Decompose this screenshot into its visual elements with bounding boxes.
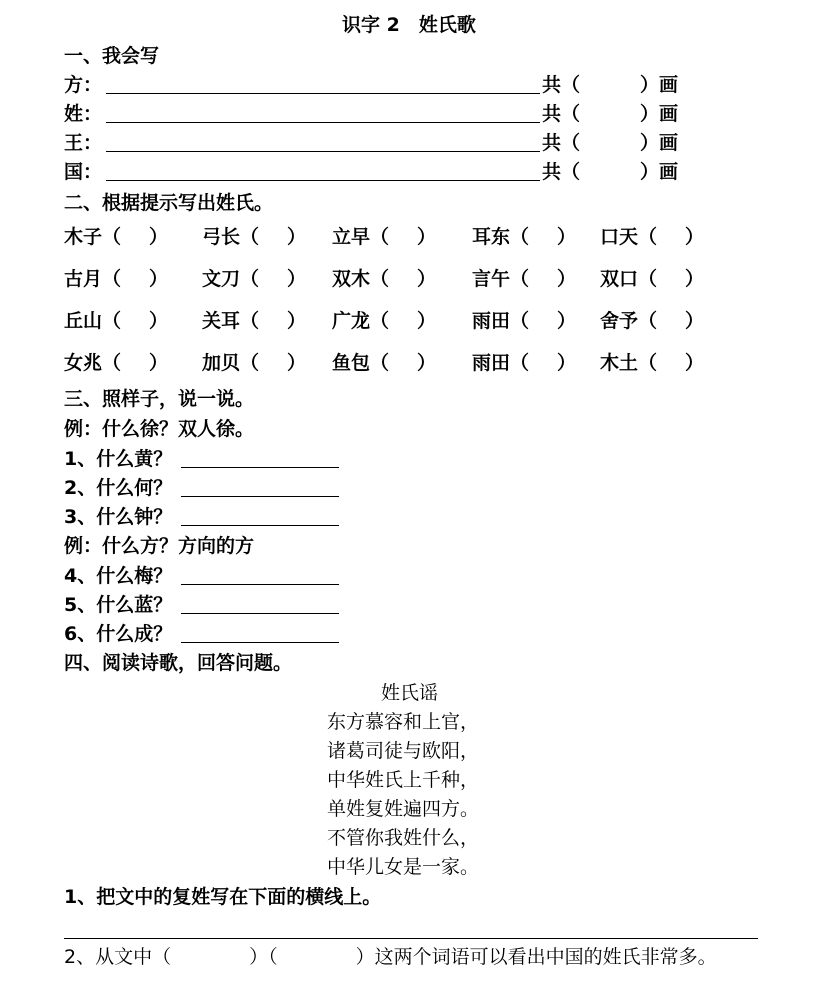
stroke-char-label: 方：	[64, 74, 103, 96]
surname-hint-cell	[332, 268, 436, 290]
open-paren: （	[510, 310, 530, 332]
stroke-count-open: 共（	[542, 74, 581, 96]
surname-hint-word: 文刀	[202, 268, 241, 290]
poem-line: 诸葛司徒与欧阳，	[327, 740, 480, 762]
question-1: 1、把文中的复姓写在下面的横线上。	[64, 886, 382, 908]
close-paren: ）	[417, 268, 437, 290]
open-paren: （	[638, 226, 658, 248]
surname-hint-cell	[472, 352, 576, 374]
surname-hint-word: 鱼包	[332, 352, 371, 374]
answer-line[interactable]	[181, 525, 339, 526]
open-paren: （	[638, 352, 658, 374]
surname-hint-cell	[472, 310, 576, 332]
poem-title: 姓氏谣	[381, 682, 439, 704]
poem-line: 东方慕容和上官，	[327, 711, 480, 733]
stroke-count-open: 共（	[542, 161, 581, 183]
surname-hint-cell	[472, 268, 576, 290]
surname-hint-cell	[332, 310, 436, 332]
open-paren: （	[102, 352, 122, 374]
surname-hint-cell	[64, 310, 168, 332]
question-2-start: 2、从文中（	[64, 946, 172, 968]
stroke-count-open: 共（	[542, 103, 581, 125]
close-paren: ）	[557, 310, 577, 332]
answer-line[interactable]	[181, 496, 339, 497]
question-label: 2、什么何？	[64, 477, 173, 499]
surname-hint-word: 古月	[64, 268, 103, 290]
section1-heading: 一、我会写	[64, 45, 160, 67]
page-title: 识字 2 姓氏歌	[342, 14, 476, 36]
open-paren: （	[240, 226, 260, 248]
question-2-mid: ）（	[249, 946, 278, 968]
question-2	[64, 946, 717, 968]
surname-hint-cell	[600, 268, 704, 290]
open-paren: （	[370, 352, 390, 374]
close-paren: ）	[417, 226, 437, 248]
open-paren: （	[638, 310, 658, 332]
answer-line[interactable]	[106, 180, 540, 181]
stroke-char-label: 姓：	[64, 103, 103, 125]
poem-line: 不管你我姓什么，	[327, 827, 480, 849]
stroke-char-label: 国：	[64, 161, 103, 183]
stroke-char-label: 王：	[64, 132, 103, 154]
open-paren: （	[510, 352, 530, 374]
surname-hint-word: 双木	[332, 268, 371, 290]
surname-hint-cell	[64, 268, 168, 290]
open-paren: （	[510, 268, 530, 290]
surname-hint-cell	[332, 352, 436, 374]
section2-heading: 二、根据提示写出姓氏。	[64, 192, 274, 214]
surname-hint-cell	[202, 268, 306, 290]
surname-hint-cell	[332, 226, 436, 248]
question-label: 4、什么梅？	[64, 565, 173, 587]
surname-hint-word: 女兆	[64, 352, 103, 374]
surname-hint-cell	[64, 226, 168, 248]
open-paren: （	[102, 226, 122, 248]
surname-hint-word: 双口	[600, 268, 639, 290]
surname-hint-word: 雨田	[472, 352, 511, 374]
close-paren: ）	[287, 226, 307, 248]
close-paren: ）	[557, 352, 577, 374]
close-paren: ）	[685, 310, 705, 332]
question-label: 5、什么蓝？	[64, 594, 173, 616]
stroke-count-open: 共（	[542, 132, 581, 154]
close-paren: ）	[149, 352, 169, 374]
answer-line[interactable]	[106, 93, 540, 94]
poem-line: 中华姓氏上千种，	[327, 769, 480, 791]
surname-hint-cell	[600, 226, 704, 248]
open-paren: （	[240, 352, 260, 374]
close-paren: ）	[685, 352, 705, 374]
answer-line[interactable]	[181, 584, 339, 585]
close-paren: ）	[149, 226, 169, 248]
surname-hint-cell	[202, 226, 306, 248]
surname-hint-word: 口天	[600, 226, 639, 248]
example-1: 例：什么徐？双人徐。	[64, 418, 255, 440]
close-paren: ）	[287, 268, 307, 290]
surname-hint-word: 舍予	[600, 310, 639, 332]
question-label: 3、什么钟？	[64, 506, 173, 528]
surname-hint-word: 立早	[332, 226, 371, 248]
answer-line[interactable]	[181, 467, 339, 468]
open-paren: （	[240, 310, 260, 332]
close-paren: ）	[417, 352, 437, 374]
surname-hint-word: 关耳	[202, 310, 241, 332]
section3-heading: 三、照样子，说一说。	[64, 388, 255, 410]
question-label: 6、什么成？	[64, 623, 173, 645]
surname-hint-cell	[64, 352, 168, 374]
open-paren: （	[102, 268, 122, 290]
surname-hint-cell	[202, 310, 306, 332]
stroke-count-close: ）画	[640, 103, 679, 125]
stroke-count-close: ）画	[640, 161, 679, 183]
open-paren: （	[102, 310, 122, 332]
poem-line: 中华儿女是一家。	[327, 856, 480, 878]
open-paren: （	[370, 268, 390, 290]
surname-hint-word: 丘山	[64, 310, 103, 332]
answer-line[interactable]	[64, 938, 758, 939]
open-paren: （	[638, 268, 658, 290]
close-paren: ）	[685, 268, 705, 290]
open-paren: （	[370, 310, 390, 332]
poem-line: 单姓复姓遍四方。	[327, 798, 480, 820]
surname-hint-word: 弓长	[202, 226, 241, 248]
answer-line[interactable]	[106, 122, 540, 123]
question-label: 1、什么黄？	[64, 448, 173, 470]
surname-hint-word: 雨田	[472, 310, 511, 332]
answer-line[interactable]	[181, 642, 339, 643]
open-paren: （	[240, 268, 260, 290]
example-2: 例：什么方？方向的方	[64, 535, 255, 557]
surname-hint-word: 广龙	[332, 310, 371, 332]
surname-hint-word: 木子	[64, 226, 103, 248]
close-paren: ）	[149, 310, 169, 332]
stroke-count-close: ）画	[640, 74, 679, 96]
answer-line[interactable]	[106, 151, 540, 152]
surname-hint-cell	[600, 310, 704, 332]
stroke-count-close: ）画	[640, 132, 679, 154]
close-paren: ）	[149, 268, 169, 290]
surname-hint-word: 加贝	[202, 352, 241, 374]
close-paren: ）	[557, 268, 577, 290]
close-paren: ）	[287, 352, 307, 374]
close-paren: ）	[685, 226, 705, 248]
surname-hint-cell	[472, 226, 576, 248]
section4-heading: 四、阅读诗歌，回答问题。	[64, 652, 293, 674]
surname-hint-cell	[600, 352, 704, 374]
open-paren: （	[510, 226, 530, 248]
question-2-end: ）这两个词语可以看出中国的姓氏非常多。	[355, 946, 717, 968]
close-paren: ）	[557, 226, 577, 248]
surname-hint-cell	[202, 352, 306, 374]
close-paren: ）	[417, 310, 437, 332]
surname-hint-word: 耳东	[472, 226, 511, 248]
answer-line[interactable]	[181, 613, 339, 614]
surname-hint-word: 言午	[472, 268, 511, 290]
surname-hint-word: 木土	[600, 352, 639, 374]
open-paren: （	[370, 226, 390, 248]
close-paren: ）	[287, 310, 307, 332]
